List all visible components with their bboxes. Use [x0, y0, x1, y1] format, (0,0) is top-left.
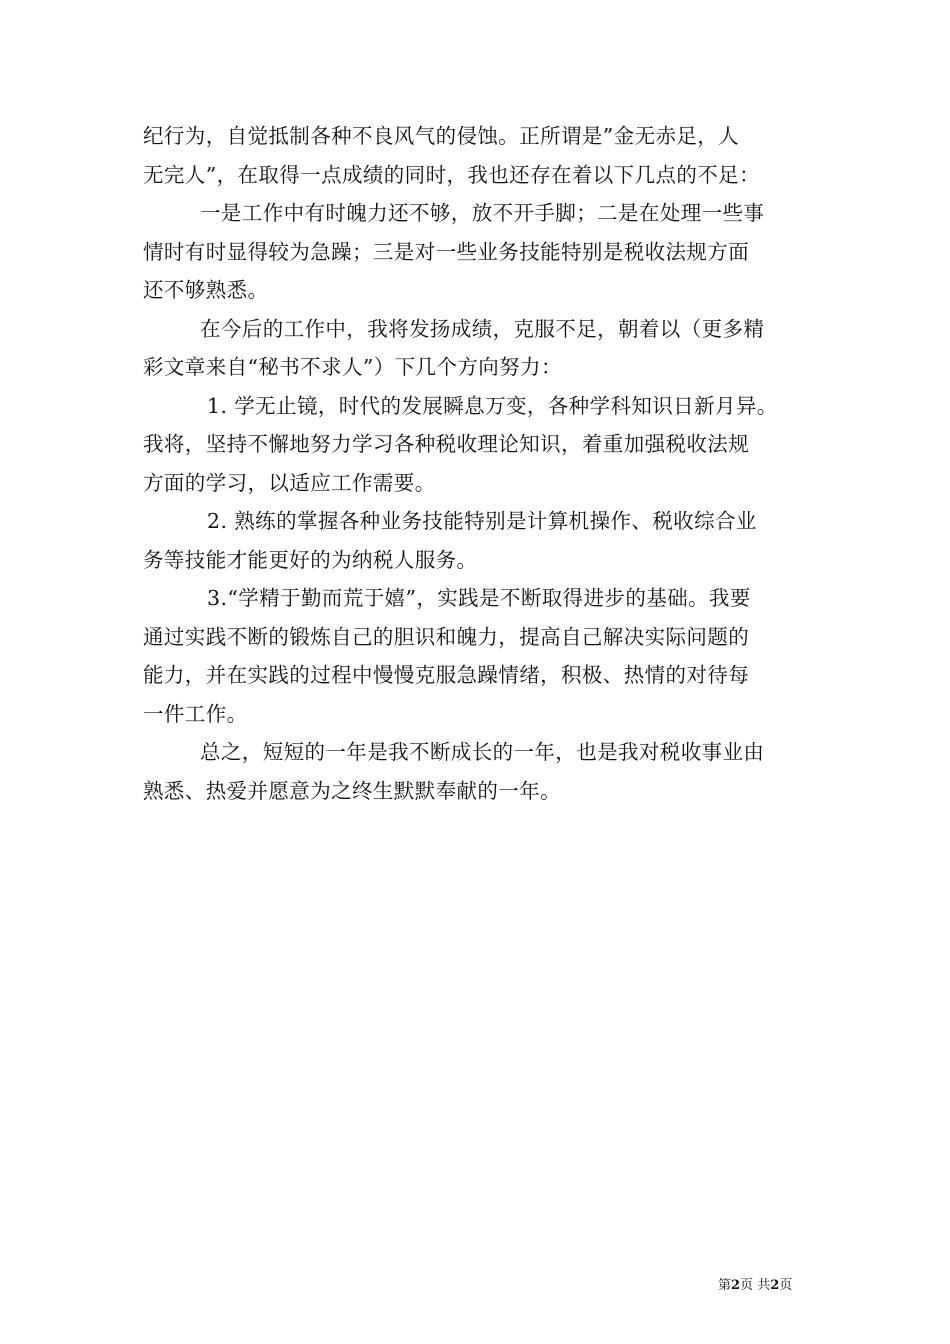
- footer-prefix: 第: [718, 1278, 732, 1293]
- text-line: 务等技能才能更好的为纳税人服务。: [143, 547, 478, 572]
- text-line: 一是工作中有时魄力还不够，放不开手脚；二是在处理一些事: [200, 201, 765, 225]
- text-line: 我将，坚持不懈地努力学习各种税收理论知识，着重加强税收法规: [143, 432, 750, 456]
- text-line: 还不够熟悉。: [143, 278, 269, 302]
- text-line: 1. 学无止镜，时代的发展瞬息万变，各种学科知识日新月异。: [207, 393, 778, 418]
- text-line: 纪行为，自觉抵制各种不良风气的侵蚀。正所谓是”金无赤足，人: [143, 124, 740, 148]
- text-line: 方面的学习，以适应工作需要。: [143, 470, 436, 495]
- text-line: 总之，短短的一年是我不断成长的一年，也是我对税收事业由: [200, 740, 765, 764]
- footer-middle: 页 共: [740, 1278, 771, 1293]
- footer-page-number: 2: [731, 1278, 741, 1293]
- text-line: 情时有时显得较为急躁；三是对一些业务技能特别是税收法规方面: [143, 239, 750, 264]
- text-line: 3.“学精于勤而荒于嬉”，实践是不断取得进步的基础。我要: [207, 586, 751, 610]
- text-line: 熟悉、热爱并愿意为之终生默默奉献的一年。: [143, 778, 561, 803]
- text-line: 彩文章来自“秘书不求人”）下几个方向努力：: [143, 355, 562, 379]
- text-line: 在今后的工作中，我将发扬成绩，克服不足，朝着以（更多精: [200, 316, 765, 341]
- footer-total-pages: 2: [770, 1278, 780, 1293]
- text-line: 2. 熟练的掌握各种业务技能特别是计算机操作、税收综合业: [207, 509, 757, 533]
- text-line: 能力，并在实践的过程中慢慢克服急躁情绪，积极、热情的对待每: [143, 663, 750, 687]
- text-line: 无完人”，在取得一点成绩的同时，我也还存在着以下几点的不足：: [143, 162, 760, 187]
- document-body: [143, 117, 813, 810]
- footer-suffix: 页: [779, 1278, 793, 1293]
- text-line: 通过实践不断的锻炼自己的胆识和魄力，提高自己解决实际问题的: [143, 624, 750, 649]
- page-footer: [718, 1278, 792, 1294]
- text-line: 一件工作。: [143, 701, 248, 726]
